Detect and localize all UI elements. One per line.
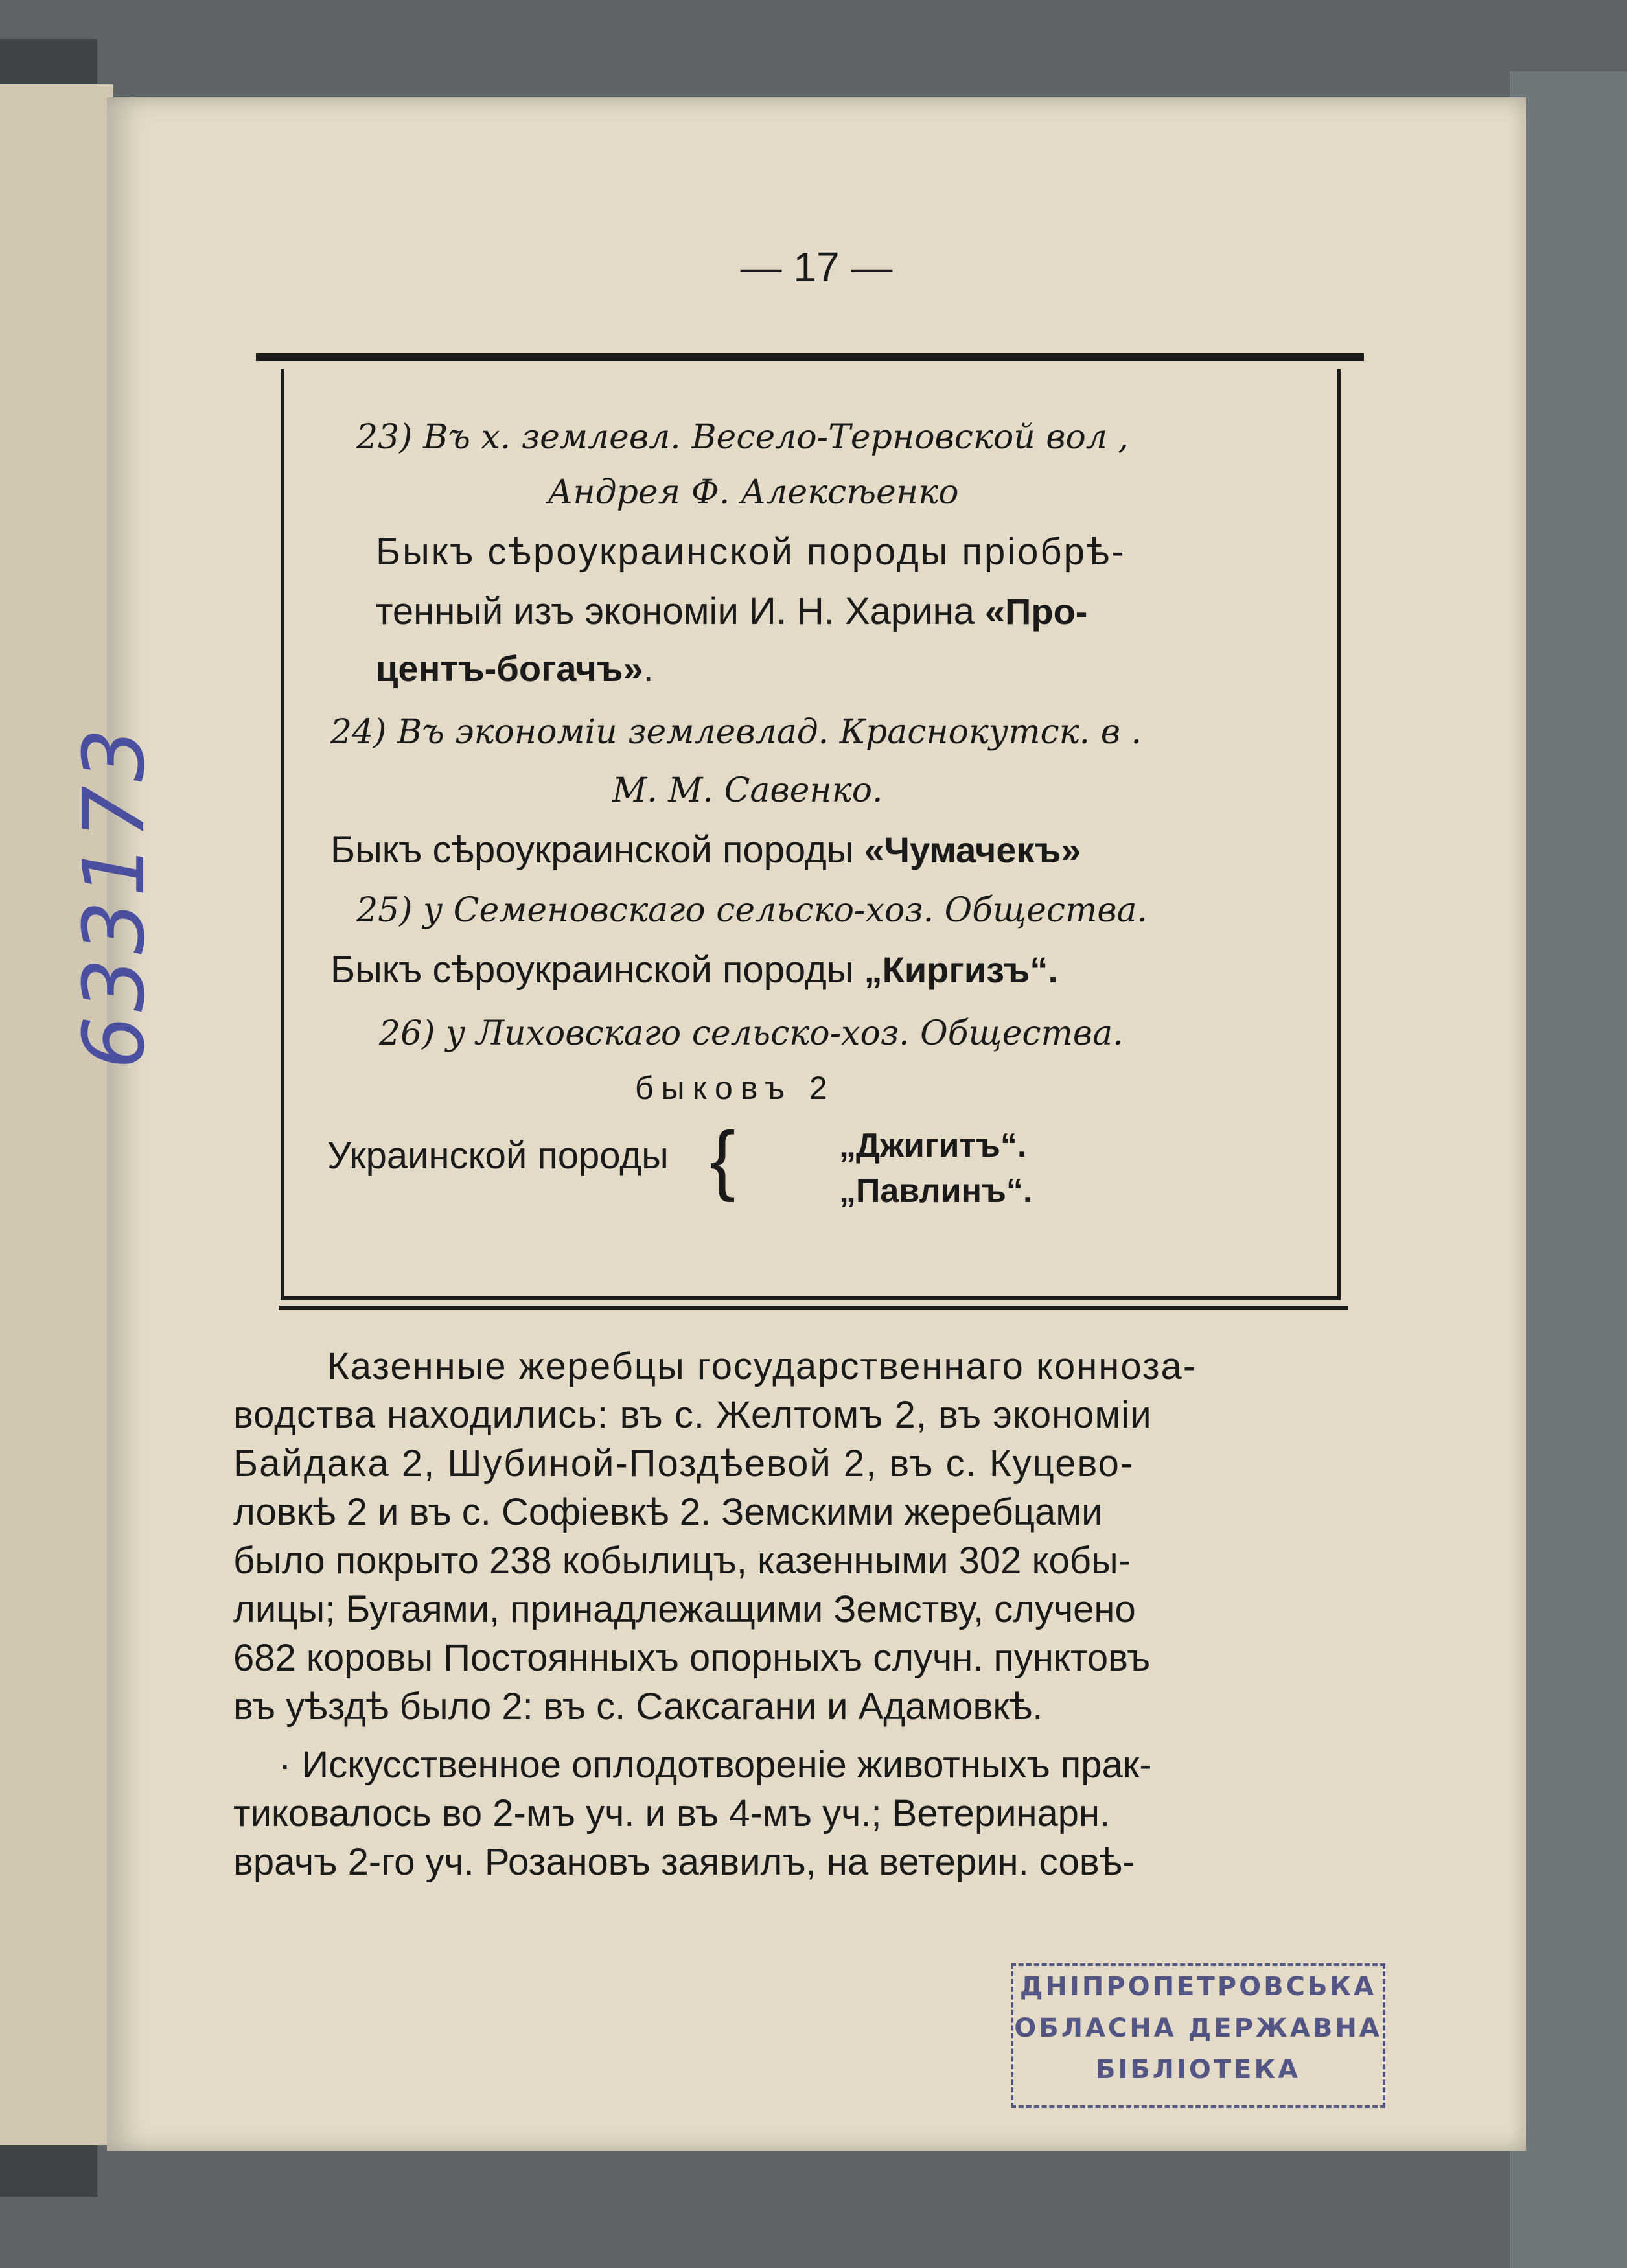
entry-26-bull-names <box>839 1123 1032 1214</box>
entry-23-heading: 23) Въ х. землевл. Весело-Терновской вол , <box>356 418 1129 457</box>
body-line-11: врачъ 2-го уч. Розановъ заявилъ, на ветерин. совѣ- <box>233 1841 1135 1883</box>
body-line-5: было покрыто 238 кобылицъ, казенными 302 кобы- <box>233 1540 1131 1582</box>
entry-23-owner: Андрея Ф. Алексѣенко <box>548 473 959 512</box>
entry-26-count: быковъ 2 <box>635 1070 835 1106</box>
page-number: — 17 — <box>740 244 893 290</box>
book-page <box>107 97 1526 2151</box>
bull-name-kirgiz: „Киргизъ“. <box>864 949 1058 990</box>
entry-25-heading: 25) у Семеновскаго сельско-хоз. Общества. <box>356 891 1148 930</box>
body-line-8: въ уѣздѣ было 2: въ с. Саксагани и Адамовкѣ. <box>233 1685 1043 1728</box>
body-line-2: водства находились: въ с. Желтомъ 2, въ экономіи <box>233 1394 1152 1436</box>
bull-name-pavlin: „Павлинъ“. <box>839 1172 1033 1210</box>
bull-name-dzhigit: „Джигитъ“. <box>839 1127 1027 1164</box>
body-line-4: ловкѣ 2 и въ с. Софіевкѣ 2. Земскими жеребцами <box>233 1491 1103 1533</box>
book-cover-right <box>1510 71 1627 2268</box>
entry-24-owner: М. М. Савенко. <box>612 771 883 810</box>
entry-24-desc: Быкъ сѣроукраинской породы «Чумачекъ» <box>330 829 1081 871</box>
body-line-7: 682 коровы Постоянныхъ опорныхъ случн. пунктовъ <box>233 1637 1151 1679</box>
library-stamp: ДНІПРОПЕТРОВСЬКА ОБЛАСНА ДЕРЖАВНА БІБЛІОТЕКА <box>1011 1963 1385 2108</box>
entry-26-desc: Украинской породы <box>327 1135 669 1177</box>
body-line-10: тиковалось во 2-мъ уч. и въ 4-мъ уч.; Ветеринарн. <box>233 1792 1111 1834</box>
handwritten-inventory-number: 633173 <box>65 724 163 1069</box>
entry-25-desc: Быкъ сѣроукраинской породы „Киргизъ“. <box>330 949 1058 991</box>
brace-symbol: { <box>710 1116 736 1203</box>
facing-page <box>0 84 113 2145</box>
entry-23-desc-line3: центъ-богачъ». <box>376 647 654 689</box>
entry-23-desc-line1: Быкъ сѣроукраинской породы пріобрѣ- <box>376 531 1126 573</box>
body-line-9: · Искусственное оплодотвореніе животныхъ прак- <box>279 1744 1152 1786</box>
body-line-6: лицы; Бугаями, принадлежащими Земству, случено <box>233 1588 1136 1630</box>
bull-name-chumachek: «Чумачекъ» <box>864 829 1081 870</box>
entry-26-heading: 26) у Лиховскаго сельско-хоз. Общества. <box>379 1014 1124 1053</box>
entry-24-heading: 24) Въ экономіи землевлад. Краснокутск. в . <box>330 713 1142 752</box>
bottom-rule <box>279 1306 1348 1310</box>
top-rule <box>256 353 1364 361</box>
body-line-3: Байдака 2, Шубиной-Поздѣевой 2, въ с. Куцево- <box>233 1442 1135 1485</box>
body-line-1: Казенные жеребцы государственнаго конноза- <box>327 1345 1197 1387</box>
entry-23-desc-line2: тенный изъ экономіи И. Н. Харина «Про- <box>376 590 1088 632</box>
bull-name-procent: «Про- <box>984 591 1088 632</box>
